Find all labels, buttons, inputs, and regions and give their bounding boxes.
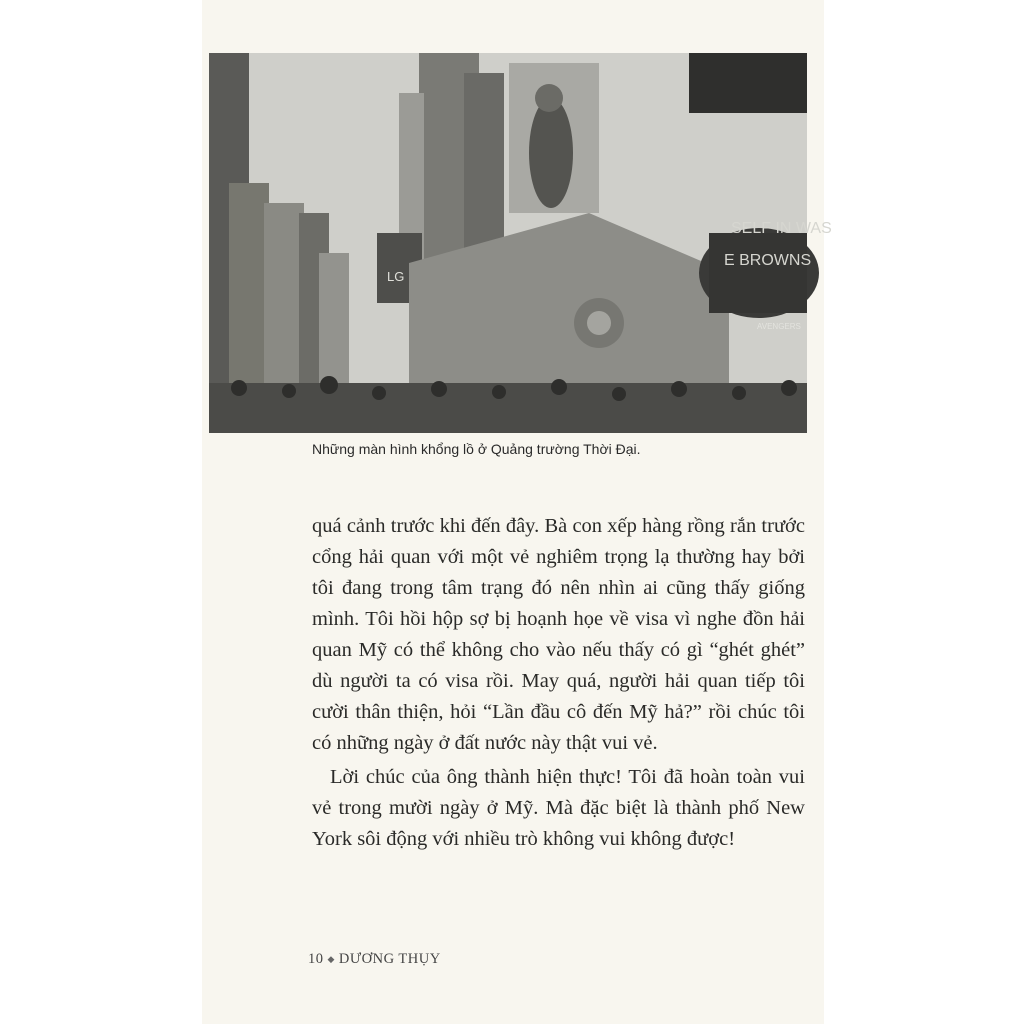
paragraph: Lời chúc của ông thành hiện thực! Tôi đã hoàn toàn vui vẻ trong mười ngày ở Mỹ. Mà đặc biệt là thành phố New York sôi động với nhiều trò không vui không được!	[312, 766, 805, 850]
city-photo-icon	[209, 53, 832, 433]
separator-icon: ◆	[327, 954, 335, 965]
author-name: DƯƠNG THỤY	[338, 951, 441, 967]
billboard-text-2: E BROWNS	[724, 252, 812, 269]
photo-caption: Những màn hình khổng lồ ở Quảng trường Thời Đại.	[312, 441, 641, 457]
page-footer	[308, 951, 441, 968]
billboard-text-1: SELF IN WAS	[731, 220, 832, 237]
times-square-photo	[209, 53, 832, 433]
billboard-text-3: AVENGERS	[757, 322, 801, 331]
billboard-text-4: LG	[387, 269, 405, 284]
paragraph: quá cảnh trước khi đến đây. Bà con xếp hàng rồng rắn trước cổng hải quan với một vẻ nghiêm trọng lạ thường hay bởi tôi đang trong tâm trạng đó nên nhìn ai cũng thấy giống mình. Tôi hồi hộp sợ bị hoạnh họe về visa vì nghe đồn hải quan Mỹ có thể không cho vào nếu thấy có gì “ghét ghét” dù người ta có visa rồi. May quá, người hải quan tiếp tôi cười thân thiện, hỏi “Lần đầu cô đến Mỹ hả?” rồi chúc tôi có những ngày ở đất nước này thật vui vẻ.	[312, 515, 805, 754]
body-text	[312, 511, 805, 855]
page-number: 10	[308, 951, 324, 967]
